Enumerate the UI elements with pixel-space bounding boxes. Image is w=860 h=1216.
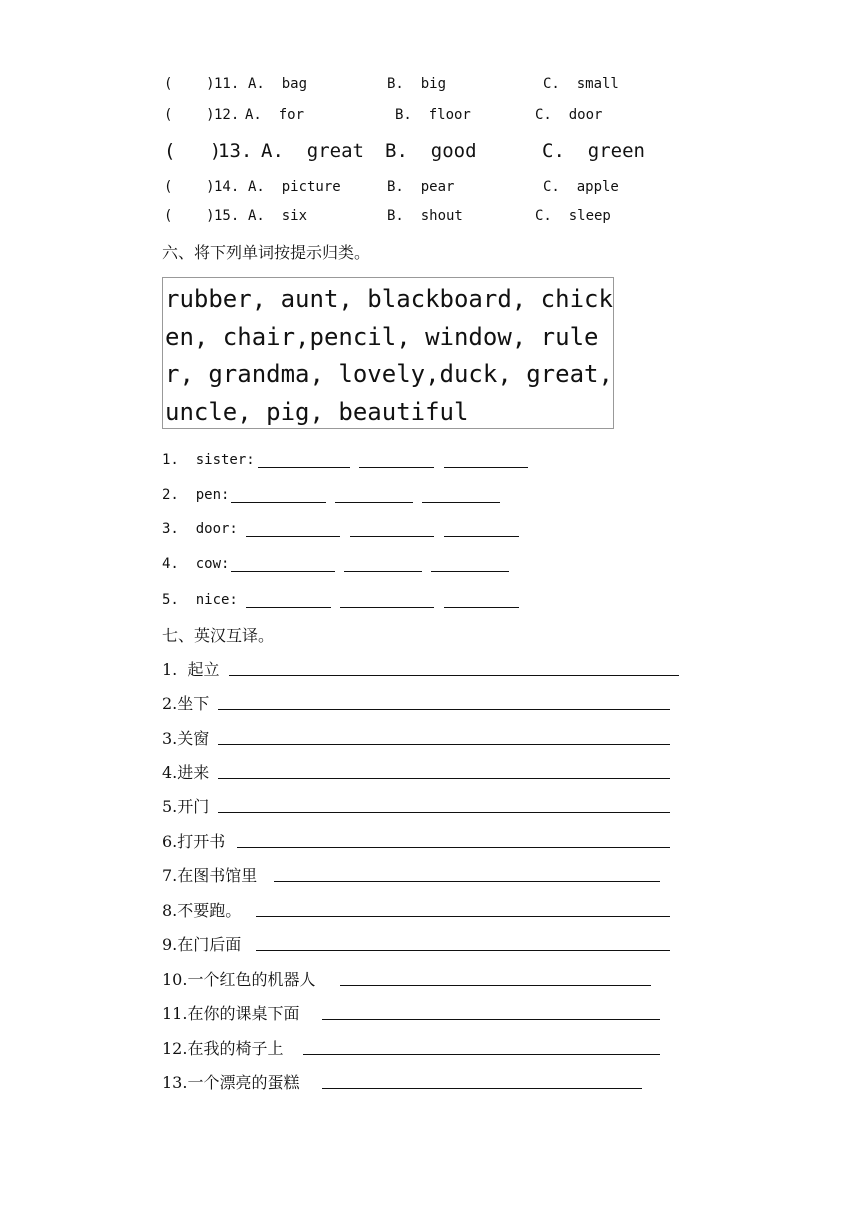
word-bank-text: rubber, aunt, blackboard, chicken, chair,pencil, window, ruler, grandma, lovely,duck, great, uncle, pig, beautiful [165,285,613,426]
answer-blank[interactable] [431,571,509,572]
answer-blank[interactable] [231,502,326,503]
option-a: A. for [245,107,305,123]
section-seven-title: 七、英汉互译。 [162,626,275,645]
question-number: 13. [218,140,253,162]
option-c: C. sleep [535,208,611,224]
answer-blank[interactable] [344,571,422,572]
answer-blank[interactable] [444,467,528,468]
option-a: A. picture [248,179,341,195]
category-label: 1. sister: [162,452,255,468]
option-a: A. bag [248,76,308,92]
section-six-title: 六、将下列单词按提示归类。 [162,243,371,262]
category-label: 5. nice: [162,592,238,608]
translation-item: 3.关窗 [162,729,210,748]
answer-blank[interactable] [246,536,340,537]
question-number: 11. [214,76,240,92]
answer-line[interactable] [322,1019,660,1020]
answer-line[interactable] [274,881,660,882]
category-label: 4. cow: [162,556,230,572]
category-label: 2. pen: [162,487,230,503]
answer-blank[interactable] [422,502,500,503]
answer-blank[interactable] [335,502,413,503]
translation-item: 9.在门后面 [162,935,242,954]
category-label: 3. door: [162,521,238,537]
answer-line[interactable] [256,950,670,951]
answer-blank[interactable] [444,607,519,608]
answer-line[interactable] [218,709,670,710]
answer-line[interactable] [218,778,670,779]
translation-item: 11.在你的课桌下面 [162,1004,300,1023]
answer-blank[interactable] [246,607,331,608]
answer-line[interactable] [229,675,679,676]
question-number: 12. [214,107,240,123]
option-b: B. big [387,76,447,92]
question-number: 15. [214,208,240,224]
option-b: B. pear [387,179,455,195]
translation-item: 2.坐下 [162,694,210,713]
option-c: C. apple [543,179,619,195]
option-b: B. good [385,140,477,162]
answer-blank[interactable] [340,607,434,608]
answer-paren[interactable]: ( ) [164,179,215,195]
answer-line[interactable] [303,1054,660,1055]
answer-line[interactable] [237,847,670,848]
translation-item: 6.打开书 [162,832,226,851]
option-c: C. small [543,76,619,92]
option-c: C. green [542,140,645,162]
translation-item: 1. 起立 [162,660,220,679]
answer-paren[interactable]: ( ) [164,208,215,224]
answer-line[interactable] [256,916,670,917]
option-a: A. six [248,208,308,224]
answer-line[interactable] [340,985,651,986]
translation-item: 12.在我的椅子上 [162,1039,284,1058]
answer-line[interactable] [218,812,670,813]
answer-paren[interactable]: ( ) [164,140,222,162]
answer-line[interactable] [218,744,670,745]
translation-item: 8.不要跑。 [162,901,242,920]
option-b: B. floor [395,107,471,123]
option-a: A. great [261,140,364,162]
answer-paren[interactable]: ( ) [164,76,215,92]
translation-item: 10.一个红色的机器人 [162,970,316,989]
translation-item: 4.进来 [162,763,210,782]
translation-item: 5.开门 [162,797,210,816]
answer-blank[interactable] [444,536,519,537]
answer-blank[interactable] [231,571,335,572]
answer-line[interactable] [322,1088,642,1089]
answer-paren[interactable]: ( ) [164,107,215,123]
translation-item: 7.在图书馆里 [162,866,258,885]
option-b: B. shout [387,208,463,224]
answer-blank[interactable] [359,467,434,468]
answer-blank[interactable] [350,536,434,537]
translation-item: 13.一个漂亮的蛋糕 [162,1073,300,1092]
answer-blank[interactable] [258,467,350,468]
question-number: 14. [214,179,240,195]
option-c: C. door [535,107,603,123]
